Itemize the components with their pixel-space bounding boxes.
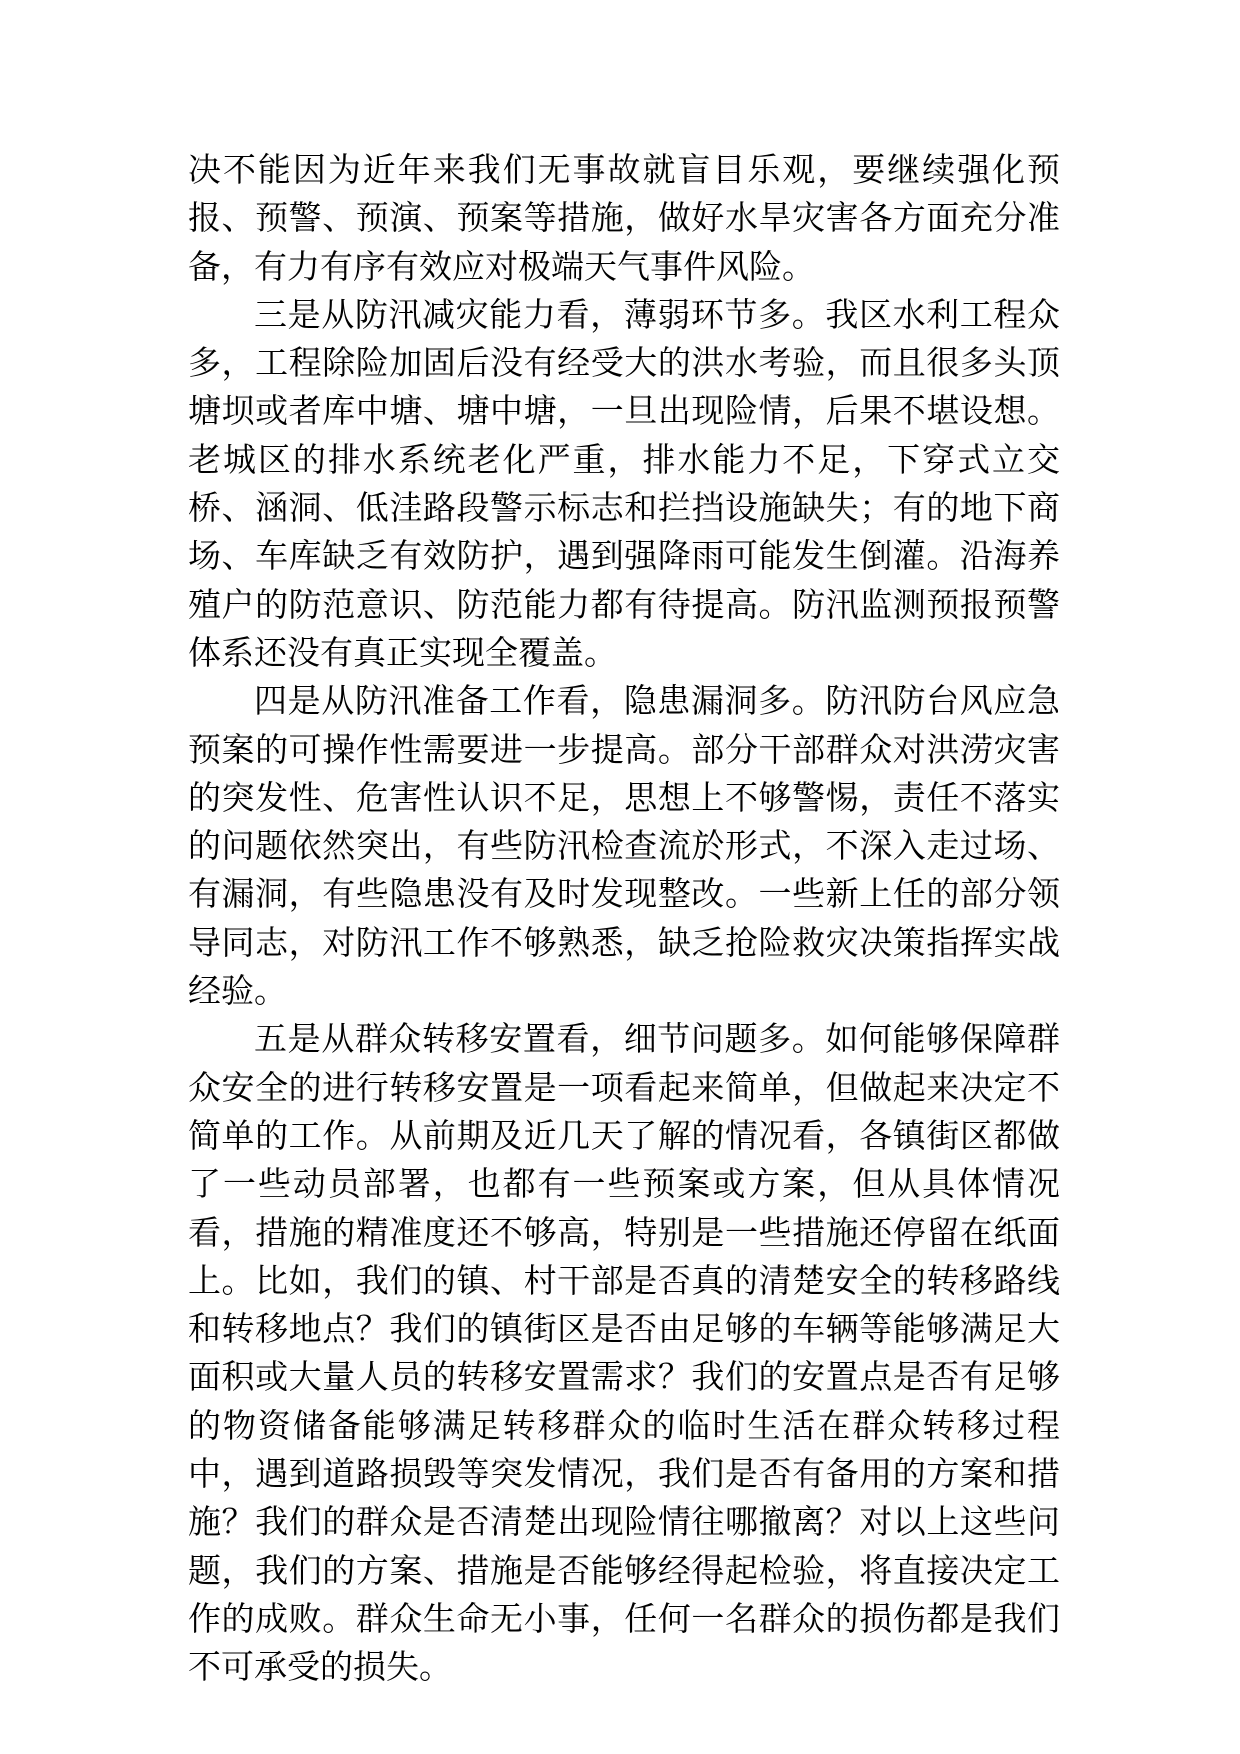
paragraph-flood-capacity: 三是从防汛减灾能力看，薄弱环节多。我区水利工程众多，工程除险加固后没有经受大的洪水考验，而且很多头顶塘坝或者库中塘、塘中塘，一旦出现险情，后果不堪设想。老城区的排水系统老化严重，排水能力不足，下穿式立交桥、涵洞、低洼路段警示标志和拦挡设施缺失；有的地下商场、车库缺乏有效防护，遇到强降雨可能发生倒灌。沿海养殖户的防范意识、防范能力都有待提高。防汛监测预报预警体系还没有真正实现全覆盖。	[188, 294, 1060, 672]
paragraph-evacuation: 五是从群众转移安置看，细节问题多。如何能够保障群众安全的进行转移安置是一项看起来简单，但做起来决定不简单的工作。从前期及近几天了解的情况看，各镇街区都做了一些动员部署，也都有一些预案或方案，但从具体情况看，措施的精准度还不够高，特别是一些措施还停留在纸面上。比如，我们的镇、村干部是否真的清楚安全的转移路线和转移地点？我们的镇街区是否由足够的车辆等能够满足大面积或大量人员的转移安置需求？我们的安置点是否有足够的物资储备能够满足转移群众的临时生活在群众转移过程中，遇到道路损毁等突发情况，我们是否有备用的方案和措施？我们的群众是否清楚出现险情往哪撤离？对以上这些问题，我们的方案、措施是否能够经得起检验，将直接决定工作的成败。群众生命无小事，任何一名群众的损伤都是我们不可承受的损失。	[188, 1019, 1060, 1687]
document-body	[188, 146, 1060, 1692]
paragraph-continuation: 决不能因为近年来我们无事故就盲目乐观，要继续强化预报、预警、预演、预案等措施，做好水旱灾害各方面充分准备，有力有序有效应对极端天气事件风险。	[188, 150, 1060, 286]
paragraph-flood-preparation: 四是从防汛准备工作看，隐患漏洞多。防汛防台风应急预案的可操作性需要进一步提高。部分干部群众对洪涝灾害的突发性、危害性认识不足，思想上不够警惕，责任不落实的问题依然突出，有些防汛检查流於形式，不深入走过场、有漏洞，有些隐患没有及时发现整改。一些新上任的部分领导同志，对防汛工作不够熟悉，缺乏抢险救灾决策指挥实战经验。	[188, 681, 1060, 1011]
